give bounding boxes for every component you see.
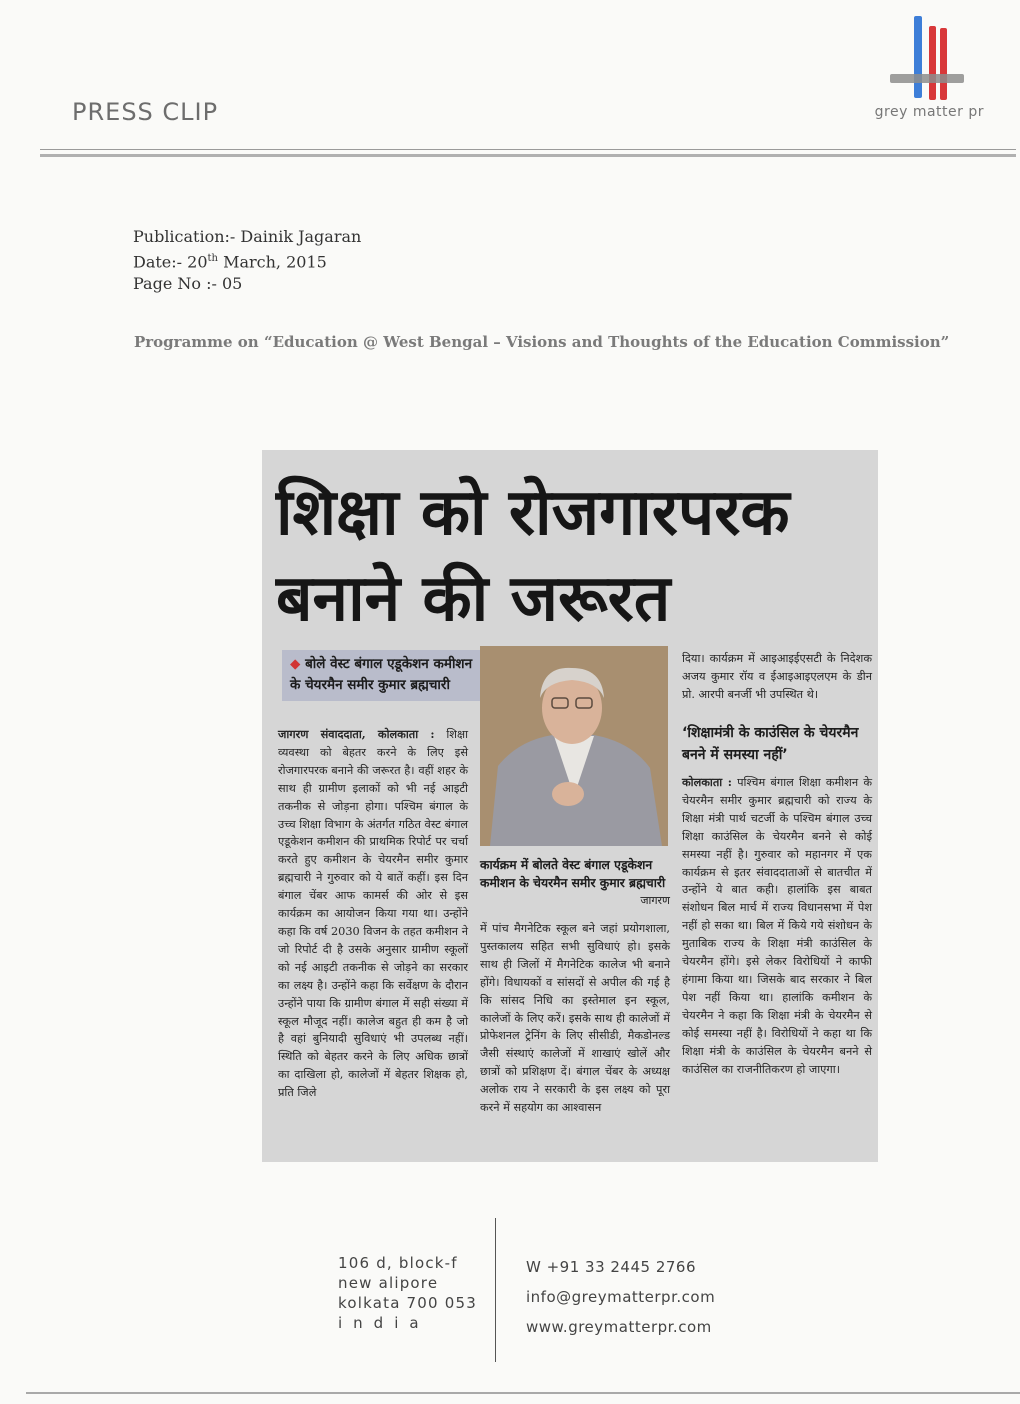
dateline-2: कोलकाता :: [682, 775, 732, 789]
email-address[interactable]: info@greymatterpr.com: [526, 1288, 716, 1306]
logo-red-bar-2: [940, 28, 947, 100]
article-column-2: में पांच मैगनेटिक स्कूल बने जहां प्रयोगशाला, पुस्तकालय सहित सभी सुविधाएं हो। इसके साथ ही जिलों में मैगनेटिक कालेज भी बनाने होंगे। विधायकों व सांसदों से अपील की गई है कि सांसद निधि का इस्तेमाल इन स्कूल, कालेजों के लिए करें। इसके साथ ही कालेजों में प्रोफेशनल ट्रेनिंग के लिए सीसीडी, मैकडोनल्ड जैसी संस्थाएं कालेजों में शाखाएं खोलें और छात्रों को प्रशिक्षण दें। बंगाल चेंबर के अध्यक्ष अलोक राय ने सरकारी के इस लक्ष्य को पूरा करने में सहयोग का आश्वासन: [480, 922, 670, 1115]
footer-address: [338, 1253, 477, 1333]
address-line-2: new alipore: [338, 1274, 439, 1292]
logo-grey-bar: [890, 74, 964, 83]
column-3b-text: पश्चिम बंगाल शिक्षा कमीशन के चेयरमैन समीर कुमार ब्रह्मचारी को राज्य के शिक्षा मंत्री पार्थ चटर्जी के पश्चिम बंगाल उच्च शिक्षा काउंसिल के चेयरमैन बनने से कोई समस्या नहीं है। गुरुवार को महानगर में एक कार्यक्रम से इतर संवाददाताओं से बातचीत में उन्होंने ये बात कही। हालांकि इस बाबत संशोधन बिल मार्च में राज्य विधानसभा में पेश नहीं हो सका था। बिल में किये गये संशोधन के मुताबिक राज्य के शिक्षा मंत्री काउंसिल के चेयरमैन होंगे। इसे लेकर विरोधियों ने काफी हंगामा किया था। जिसके बाद सरकार ने बिल पेश नहीं किया था। हालांकि कमीशन के चेयरमैन ने कहा कि शिक्षा मंत्री के चेयरमैन से कोई समस्या नहीं है। विरोधियों ने कहा था कि शिक्षा मंत्री के काउंसिल के चेयरमैन बनने से काउंसिल का राजनीतिकरण हो जाएगा।: [682, 776, 872, 1076]
logo-blue-bar: [914, 16, 922, 98]
phone-number: W +91 33 2445 2766: [526, 1258, 696, 1276]
speaker-photo: [480, 646, 668, 846]
article-column-3-continued: [682, 774, 872, 1078]
website-link[interactable]: www.greymatterpr.com: [526, 1318, 712, 1336]
date-prefix: Date:- 20: [133, 252, 208, 272]
photo-credit: जागरण: [640, 894, 670, 907]
publication-date: [133, 248, 361, 273]
speaker-photo-illustration: [480, 646, 668, 846]
kicker-text: बोले वेस्ट बंगाल एडूकेशन कमीशन के चेयरमैन समीर कुमार ब्रह्मचारी: [290, 656, 473, 693]
programme-title: Programme on “Education @ West Bengal – Visions and Thoughts of the Education Commission”: [134, 333, 950, 351]
address-line-1: 106 d, block-f: [338, 1254, 458, 1272]
diamond-bullet-icon: ◆: [290, 656, 306, 672]
logo-text: grey matter pr: [874, 104, 984, 120]
column-1-text: शिक्षा व्यवस्था को बेहतर करने के लिए इसे रोजगारपरक बनाने की जरूरत है। वहीं शहर के साथ ही ग्रामीण इलाकों को भी नई आइटी तकनीक से जोड़ना होगा। पश्चिम बंगाल के उच्च शिक्षा विभाग के अंतर्गत गठित वेस्ट बंगाल एडूकेशन कमीशन की प्राथमिक रिपोर्ट पर चर्चा करते हुए कमीशन के चेयरमैन समीर कुमार ब्रह्मचारी ने गुरुवार को ये बातें कहीं। इस दिन बंगाल चेंबर आफ कामर्स की ओर से इस कार्यक्रम का आयोजन किया गया था। उन्होंने कहा कि वर्ष 2030 विजन के तहत कमीशन ने जो रिपोर्ट दी है उसके अनुसार ग्रामीण स्कूलों को नई आइटी तकनीक से जोड़ने का सरकार का लक्ष्य है। उन्होंने कहा कि सर्वेक्षण के दौरान उन्होंने पाया कि ग्रामीण बंगाल में सही संख्या में स्कूल मौजूद नहीं। कालेज बहुत ही कम है जो है वहां बुनियादी सुविधाएं भी उपलब्ध नहीं। स्थिति को बेहतर करने के लिए अधिक छात्रों का दाखिला हो, कालेजों में बेहतर शिक्षक हो, प्रति जिले: [278, 728, 468, 1100]
address-line-4: india: [338, 1314, 430, 1332]
clip-kicker: [282, 650, 482, 701]
footer-contact: [526, 1252, 715, 1342]
headline-line-2: बनाने की जरूरत: [276, 562, 671, 636]
header-rule: [40, 149, 1016, 150]
footer-rule: [26, 1392, 1020, 1394]
page-number: Page No :- 05: [133, 274, 243, 294]
article-column-3: दिया। कार्यक्रम में आइआइईएसटी के निदेशक अजय कुमार रॉय व ईआइआइएलएम के डीन प्रो. आरपी बनर्जी भी उपस्थित थे।: [682, 652, 872, 701]
headline-line-1: शिक्षा को रोजगारपरक: [276, 476, 790, 550]
article-column-1: [278, 726, 468, 1102]
publication-meta: [133, 226, 361, 295]
caption-text: कार्यक्रम में बोलते वेस्ट बंगाल एडूकेशन कमीशन के चेयरमैन समीर कुमार ब्रह्मचारी: [480, 858, 666, 890]
date-rest: March, 2015: [217, 252, 327, 272]
logo-red-bar: [929, 26, 936, 100]
footer-divider: [495, 1218, 496, 1362]
clip-headline: [276, 470, 876, 642]
photo-caption: [480, 856, 670, 910]
date-suffix-sup: th: [207, 253, 218, 264]
newspaper-clipping: [262, 450, 878, 1162]
dateline: जागरण संवाददाता, कोलकाता :: [278, 727, 435, 741]
publication-name: Publication:- Dainik Jagaran: [133, 227, 362, 246]
press-clip-title: PRESS CLIP: [72, 98, 219, 126]
grey-matter-logo: [874, 14, 984, 124]
address-line-3: kolkata 700 053: [338, 1294, 477, 1312]
header-rule-thick: [40, 154, 1016, 157]
clip-subheading: ‘शिक्षामंत्री के काउंसिल के चेयरमैन बनने में समस्या नहीं’: [682, 725, 859, 763]
